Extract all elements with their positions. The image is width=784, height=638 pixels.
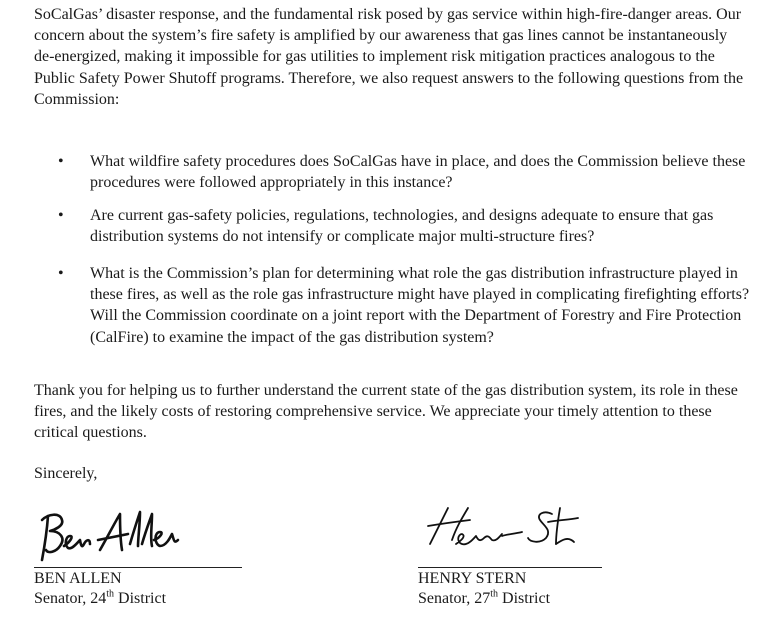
bullet-icon: • [58, 207, 64, 224]
valediction: Sincerely, [34, 465, 98, 482]
handwritten-signature-henry-stern [418, 500, 608, 568]
bullet-icon: • [58, 265, 64, 282]
signatory-name: BEN ALLEN [34, 570, 122, 587]
question-text: What is the Commission’s plan for determining what role the gas distribution infrastructure played in these fires, as well as the role gas infrastructure might have played in complicating firefighting efforts? Will the Commission coordinate on a joint report with the Department of Forestry and Fire Protection (CalFire) to examine the impact of the gas distribution system? [90, 265, 750, 346]
signatory-title: Senator, 24th District [34, 588, 167, 607]
signature-block-henry-stern [418, 500, 608, 620]
handwritten-signature-ben-allen [34, 500, 244, 568]
bullet-icon: • [58, 153, 64, 170]
signatory-title: Senator, 27th District [418, 588, 551, 607]
signature-line [418, 567, 602, 568]
signature-line [34, 567, 242, 568]
question-text: Are current gas-safety policies, regulations, technologies, and designs adequate to ensure that gas distribution systems do not intensify or complicate major multi-structure fires? [90, 207, 714, 246]
intro-paragraph: SoCalGas’ disaster response, and the fundamental risk posed by gas service within high-fire-danger areas. Our concern about the system’s fire safety is amplified by our awareness that gas lines cannot be instantaneously de-energized, making it impossible for gas utilities to implement risk mitigation practices analogous to the Public Safety Power Shutoff programs. Therefore, we also request answers to the following questions from the Commission: [34, 6, 744, 108]
signature-block-ben-allen [34, 500, 244, 620]
closing-paragraph: Thank you for helping us to further understand the current state of the gas distribution system, its role in these fires, and the likely costs of restoring comprehensive service. We appreciate your timely attention to these critical questions. [34, 382, 738, 442]
question-text: What wildfire safety procedures does SoCalGas have in place, and does the Commission believe these procedures were followed appropriately in this instance? [90, 153, 746, 192]
signatory-name: HENRY STERN [418, 570, 527, 587]
